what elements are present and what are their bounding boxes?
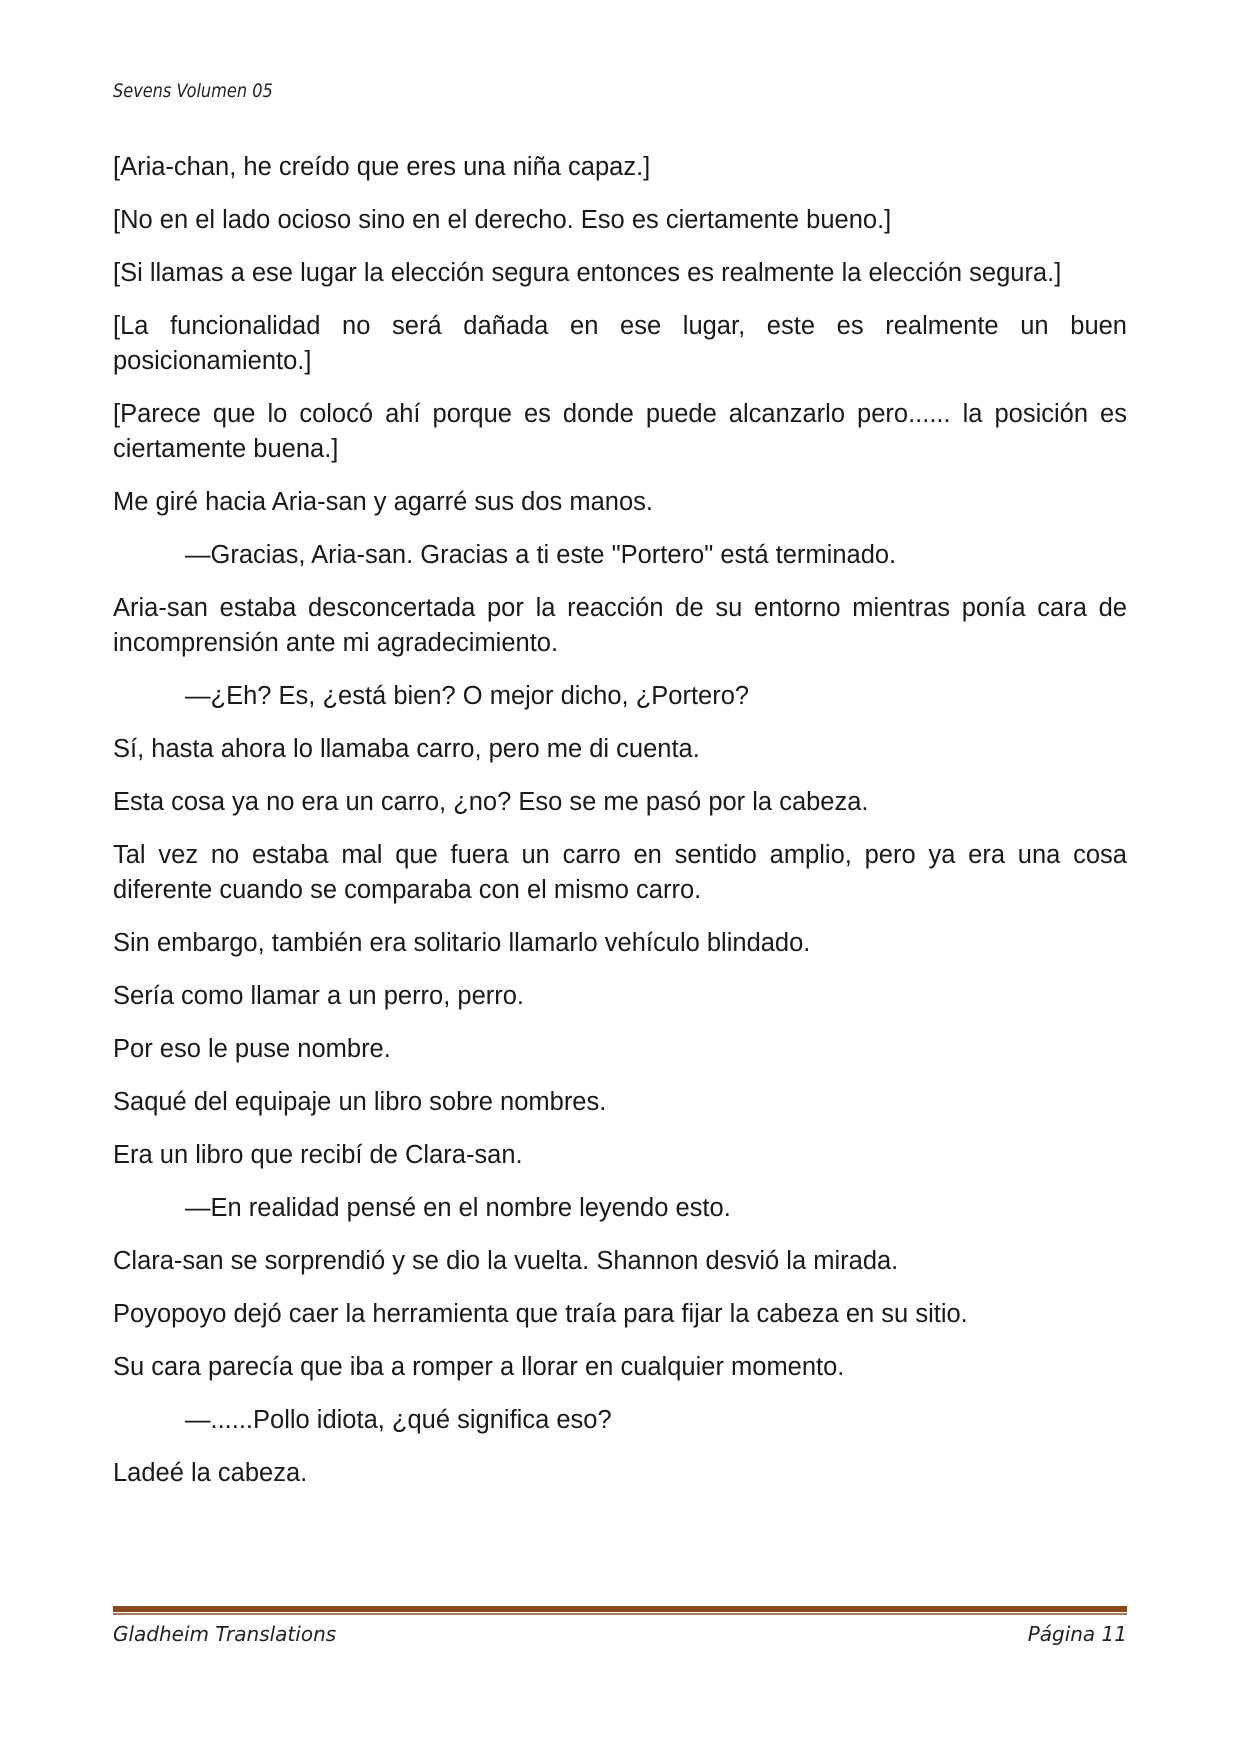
paragraph: Esta cosa ya no era un carro, ¿no? Eso se me pasó por la cabeza. [113, 788, 869, 816]
paragraph: Por eso le puse nombre. [113, 1035, 391, 1063]
dialogue-paragraph: —Gracias, Aria-san. Gracias a ti este "Portero" está terminado. [185, 541, 897, 569]
dialogue-paragraph: —¿Eh? Es, ¿está bien? O mejor dicho, ¿Portero? [185, 682, 750, 710]
paragraph: Su cara parecía que iba a romper a llorar en cualquier momento. [113, 1353, 845, 1381]
page-number: Página 11 [1027, 1622, 1127, 1646]
paragraph: Tal vez no estaba mal que fuera un carro en sentido amplio, pero ya era una cosa diferente cuando se comparaba con el mismo carro. [113, 841, 1127, 904]
paragraph: [No en el lado ocioso sino en el derecho. Eso es ciertamente bueno.] [113, 206, 892, 234]
paragraph: [Si llamas a ese lugar la elección segura entonces es realmente la elección segura.] [113, 259, 1062, 287]
paragraph: Ladeé la cabeza. [113, 1459, 308, 1487]
paragraph: [Aria-chan, he creído que eres una niña capaz.] [113, 153, 651, 181]
paragraph: Sería como llamar a un perro, perro. [113, 982, 525, 1010]
paragraph: Poyopoyo dejó caer la herramienta que traía para fijar la cabeza en su sitio. [113, 1300, 968, 1328]
paragraph: Aria-san estaba desconcertada por la reacción de su entorno mientras ponía cara de incomprensión ante mi agradecimiento. [113, 594, 1127, 657]
running-header: Sevens Volumen 05 [113, 80, 273, 102]
paragraph: [Parece que lo colocó ahí porque es donde puede alcanzarlo pero...... la posición es ciertamente buena.] [113, 400, 1127, 463]
page-body [113, 150, 1127, 1509]
footer-rule [113, 1606, 1127, 1615]
dialogue-paragraph: —......Pollo idiota, ¿qué significa eso? [185, 1406, 612, 1434]
paragraph: Era un libro que recibí de Clara-san. [113, 1141, 523, 1169]
page-footer [113, 1622, 1127, 1646]
paragraph: Me giré hacia Aria-san y agarré sus dos manos. [113, 488, 654, 516]
paragraph: Sí, hasta ahora lo llamaba carro, pero me di cuenta. [113, 735, 700, 763]
paragraph: Sin embargo, también era solitario llamarlo vehículo blindado. [113, 929, 811, 957]
paragraph: [La funcionalidad no será dañada en ese lugar, este es realmente un buen posicionamiento.] [113, 312, 1127, 375]
paragraph: Clara-san se sorprendió y se dio la vuelta. Shannon desvió la mirada. [113, 1247, 899, 1275]
paragraph: Saqué del equipaje un libro sobre nombres. [113, 1088, 607, 1116]
dialogue-paragraph: —En realidad pensé en el nombre leyendo esto. [185, 1194, 731, 1222]
footer-publisher: Gladheim Translations [113, 1622, 337, 1646]
